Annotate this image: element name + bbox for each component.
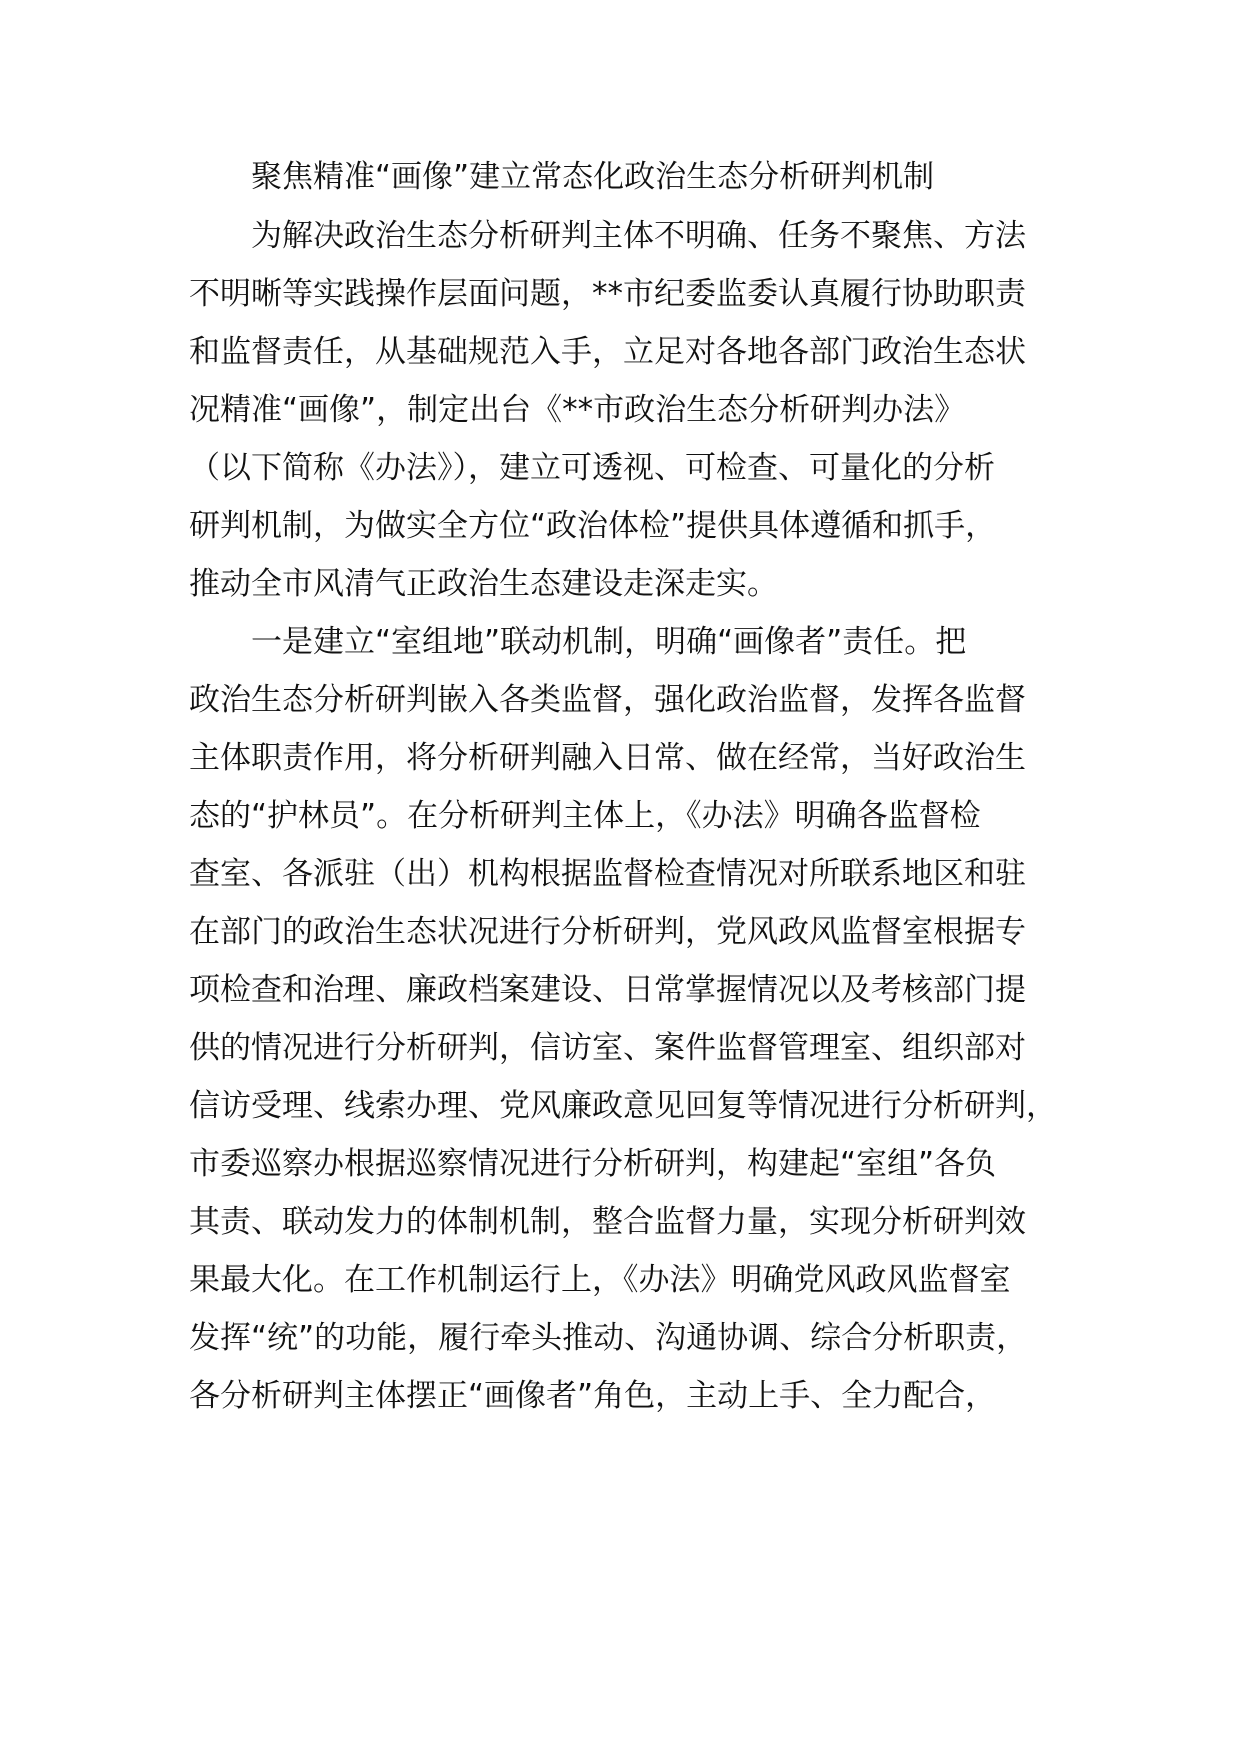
paragraph-line: 研判机制，为做实全方位“政治体检”提供具体遵循和抓手， xyxy=(189,508,997,544)
paragraph-line: 各分析研判主体摆正“画像者”角色，主动上手、全力配合， xyxy=(189,1378,997,1414)
paragraph-line: 主体职责作用，将分析研判融入日常、做在经常，当好政治生 xyxy=(189,740,1026,776)
paragraph-line: 在部门的政治生态状况进行分析研判，党风政风监督室根据专 xyxy=(189,914,1026,950)
paragraph-line: 项检查和治理、廉政档案建设、日常掌握情况以及考核部门提 xyxy=(189,972,1026,1008)
paragraph-line: 态的“护林员”。在分析研判主体上，《办法》明确各监督检 xyxy=(189,798,981,834)
paragraph-line: 信访受理、线索办理、党风廉政意见回复等情况进行分析研判， xyxy=(189,1088,1057,1124)
paragraph-line: 一是建立“室组地”联动机制，明确“画像者”责任。把 xyxy=(251,624,967,660)
paragraph-line: 不明晰等实践操作层面问题，**市纪委监委认真履行协助职责 xyxy=(189,276,1026,312)
paragraph-line: 政治生态分析研判嵌入各类监督，强化政治监督，发挥各监督 xyxy=(189,682,1026,718)
paragraph-line: 供的情况进行分析研判，信访室、案件监督管理室、组织部对 xyxy=(189,1030,1026,1066)
paragraph-line: 市委巡察办根据巡察情况进行分析研判，构建起“室组”各负 xyxy=(189,1146,997,1182)
paragraph-line: 发挥“统”的功能，履行牵头推动、沟通协调、综合分析职责， xyxy=(189,1320,1028,1356)
paragraph-line: 推动全市风清气正政治生态建设走深走实。 xyxy=(189,566,778,602)
paragraph-line: 果最大化。在工作机制运行上，《办法》明确党风政风监督室 xyxy=(189,1262,1011,1298)
paragraph-line: 况精准“画像”，制定出台《**市政治生态分析研判办法》 xyxy=(189,392,966,428)
paragraph-line: 查室、各派驻（出）机构根据监督检查情况对所联系地区和驻 xyxy=(189,856,1026,892)
paragraph-line: 为解决政治生态分析研判主体不明确、任务不聚焦、方法 xyxy=(251,218,1026,254)
paragraph-line: 其责、联动发力的体制机制，整合监督力量，实现分析研判效 xyxy=(189,1204,1026,1240)
document-title: 聚焦精准“画像”建立常态化政治生态分析研判机制 xyxy=(251,159,935,195)
paragraph-line: 和监督责任，从基础规范入手，立足对各地各部门政治生态状 xyxy=(189,334,1026,370)
paragraph-line: （以下简称《办法》），建立可透视、可检查、可量化的分析 xyxy=(189,450,995,486)
